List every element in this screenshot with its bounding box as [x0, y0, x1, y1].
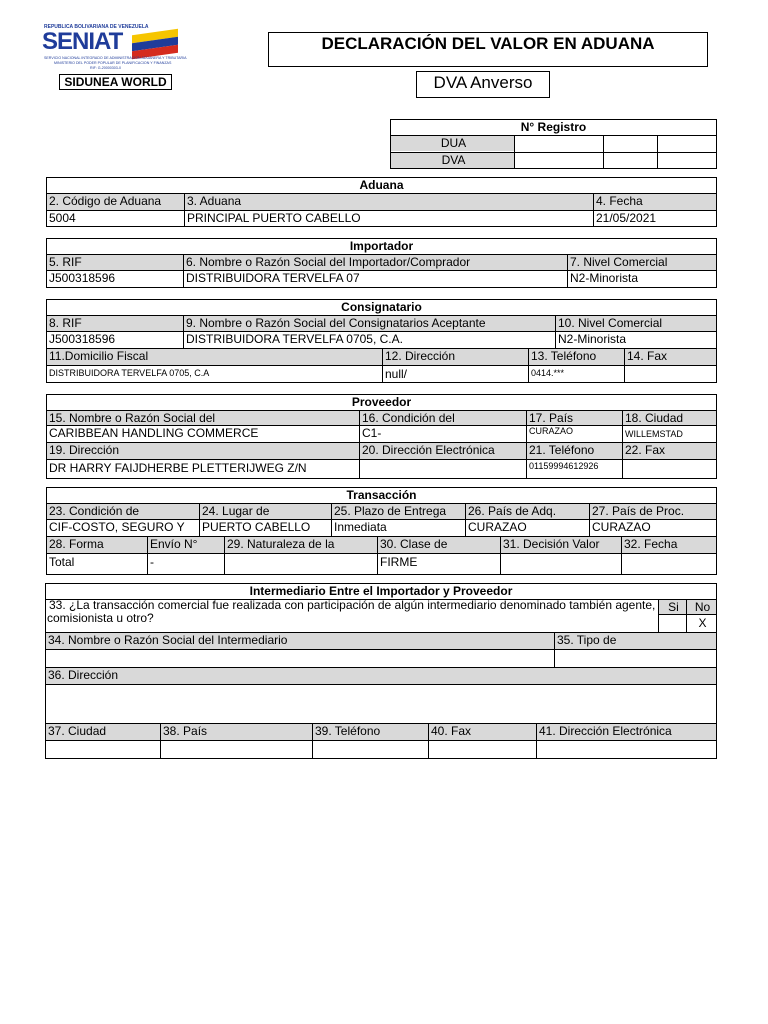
proveedor-section: [46, 394, 717, 479]
question-33: 33. ¿La transacción comercial fue realizada con participación de algún intermediario denominado también agente, comisionista u otro?: [47, 599, 656, 625]
registro-dva-label: DVA: [391, 153, 514, 168]
aduana-code-label: 2. Código de Aduana: [47, 194, 184, 210]
proveedor-name-label: 15. Nombre o Razón Social del: [47, 411, 359, 425]
label-34: 34. Nombre o Razón Social del Intermediario: [46, 633, 554, 649]
proveedor-address-value: DR HARRY FAIJDHERBE PLETTERIJWEG Z/N: [49, 461, 307, 475]
aduana-date-label: 4. Fecha: [594, 194, 716, 210]
intermediario-title: Intermediario Entre el Importador y Proveedor: [249, 584, 513, 598]
pais-proc-value: CURAZAO: [592, 520, 651, 534]
si-checkbox[interactable]: [659, 616, 686, 630]
aduana-title: Aduana: [359, 178, 404, 192]
si-label: Si: [659, 600, 686, 614]
proveedor-title: Proveedor: [351, 395, 412, 409]
logo-line2: MINISTERIO DEL PODER POPULAR DE PLANIFICACION Y FINANZAS: [54, 61, 172, 65]
lugar-value: PUERTO CABELLO: [202, 520, 311, 534]
aduana-section: [46, 177, 717, 227]
document-title-box: [268, 32, 708, 67]
clase-label: 30. Clase de: [378, 537, 500, 553]
importador-title: Importador: [349, 239, 414, 253]
fax-label: 14. Fax: [625, 349, 716, 365]
proveedor-fax-label: 22. Fax: [623, 443, 716, 459]
importador-rif-value: J500318596: [49, 271, 116, 285]
venezuela-flag: [132, 29, 178, 59]
importador-section: [46, 238, 717, 288]
consignatario-rif-value: J500318596: [49, 332, 116, 346]
consignatario-section: [46, 299, 717, 383]
condicion-value: CIF-COSTO, SEGURO Y: [49, 520, 185, 534]
proveedor-fax-value: [623, 461, 716, 476]
sidunea-text: SIDUNEA WORLD: [64, 75, 167, 89]
aduana-name-label: 3. Aduana: [185, 194, 593, 210]
fax-value: [625, 366, 716, 381]
label-41: 41. Dirección Electrónica: [537, 724, 716, 740]
no-label: No: [687, 600, 716, 614]
pais-adq-value: CURAZAO: [468, 520, 527, 534]
importador-name-value: DISTRIBUIDORA TERVELFA 07: [186, 271, 360, 285]
forma-value: Total: [49, 555, 75, 569]
direccion-label: 12. Dirección: [383, 349, 528, 365]
proveedor-phone-value: 01159994612926: [529, 461, 599, 471]
intermediario-section: [45, 583, 717, 759]
logo-top-text: REPUBLICA BOLIVARIANA DE VENEZUELA: [44, 24, 149, 30]
logo-line3: RIF: G-20000303-0: [90, 66, 121, 70]
telefono-label: 13. Teléfono: [529, 349, 624, 365]
label-40: 40. Fax: [429, 724, 536, 740]
consignatario-name-value: DISTRIBUIDORA TERVELFA 0705, C.A.: [186, 332, 403, 346]
importador-level-value: N2-Minorista: [570, 271, 639, 285]
consignatario-level-label: 10. Nivel Comercial: [556, 316, 716, 331]
aduana-name-value: PRINCIPAL PUERTO CABELLO: [187, 211, 361, 225]
logo-brand: SENIAT: [42, 28, 123, 55]
seniat-logo: [40, 24, 187, 72]
lugar-label: 24. Lugar de: [200, 504, 331, 519]
direccion-value: null/: [385, 367, 408, 381]
label-38: 38. País: [161, 724, 312, 740]
label-39: 39. Teléfono: [313, 724, 428, 740]
transaccion-title: Transacción: [346, 488, 417, 502]
subtitle-box: [416, 71, 550, 98]
aduana-code-value: 5004: [49, 211, 76, 225]
pais-proc-label: 27. País de Proc.: [590, 504, 716, 519]
proveedor-name-value: CARIBBEAN HANDLING COMMERCE: [49, 426, 259, 440]
document-subtitle: DVA Anverso: [433, 73, 533, 92]
importador-rif-label: 5. RIF: [47, 255, 183, 270]
pais-adq-label: 26. País de Adq.: [466, 504, 589, 519]
proveedor-cond-label: 16. Condición del: [360, 411, 526, 425]
proveedor-address-label: 19. Dirección: [47, 443, 359, 459]
consignatario-level-value: N2-Minorista: [558, 332, 627, 346]
forma-label: 28. Forma: [47, 537, 147, 553]
logo-line1: SERVICIO NACIONAL INTEGRADO DE ADMINISTRACION ADUANERA Y TRIBUTARIA: [44, 56, 187, 60]
consignatario-name-label: 9. Nombre o Razón Social del Consignatarios Aceptante: [184, 316, 555, 331]
no-answer[interactable]: X: [698, 616, 707, 630]
domicilio-label: 11.Domicilio Fiscal: [47, 349, 382, 365]
envio-value: -: [150, 555, 154, 569]
sidunea-label: [59, 74, 172, 90]
telefono-value: 0414.***: [531, 368, 565, 378]
envio-label: Envío N°: [148, 537, 224, 553]
label-37: 37. Ciudad: [46, 724, 160, 740]
decision-label: 31. Decisión Valor: [501, 537, 621, 553]
consignatario-title: Consignatario: [341, 300, 422, 314]
plazo-label: 25. Plazo de Entrega: [332, 504, 465, 519]
label-36: 36. Dirección: [46, 668, 716, 684]
naturaleza-value: [225, 555, 377, 570]
document-title: DECLARACIÓN DEL VALOR EN ADUANA: [321, 34, 655, 53]
registro-title: N° Registro: [520, 120, 587, 134]
naturaleza-label: 29. Naturaleza de la: [225, 537, 377, 553]
clase-value: FIRME: [380, 555, 418, 569]
proveedor-city-label: 18. Ciudad: [623, 411, 716, 425]
proveedor-email-label: 20. Dirección Electrónica: [360, 443, 526, 459]
fecha32-label: 32. Fecha: [622, 537, 716, 553]
importador-name-label: 6. Nombre o Razón Social del Importador/Comprador: [184, 255, 567, 270]
registro-dua-label: DUA: [391, 136, 514, 151]
proveedor-city-value: WILLEMSTAD: [625, 429, 683, 439]
plazo-value: Inmediata: [334, 520, 387, 534]
proveedor-email-value: [360, 461, 526, 476]
aduana-date-value: 21/05/2021: [596, 211, 657, 225]
proveedor-cond-value: C1-: [362, 426, 382, 440]
transaccion-section: [46, 487, 717, 575]
label-35: 35. Tipo de: [555, 633, 716, 649]
importador-level-label: 7. Nivel Comercial: [568, 255, 716, 270]
registro-table: [390, 119, 717, 169]
proveedor-phone-label: 21. Teléfono: [527, 443, 622, 459]
proveedor-country-value: CURAZAO: [529, 426, 574, 436]
domicilio-value: DISTRIBUIDORA TERVELFA 0705, C.A: [49, 368, 210, 378]
condicion-label: 23. Condición de: [47, 504, 199, 519]
proveedor-country-label: 17. País: [527, 411, 622, 425]
fecha32-value: [622, 555, 716, 570]
consignatario-rif-label: 8. RIF: [47, 316, 183, 331]
decision-value: [501, 555, 621, 570]
